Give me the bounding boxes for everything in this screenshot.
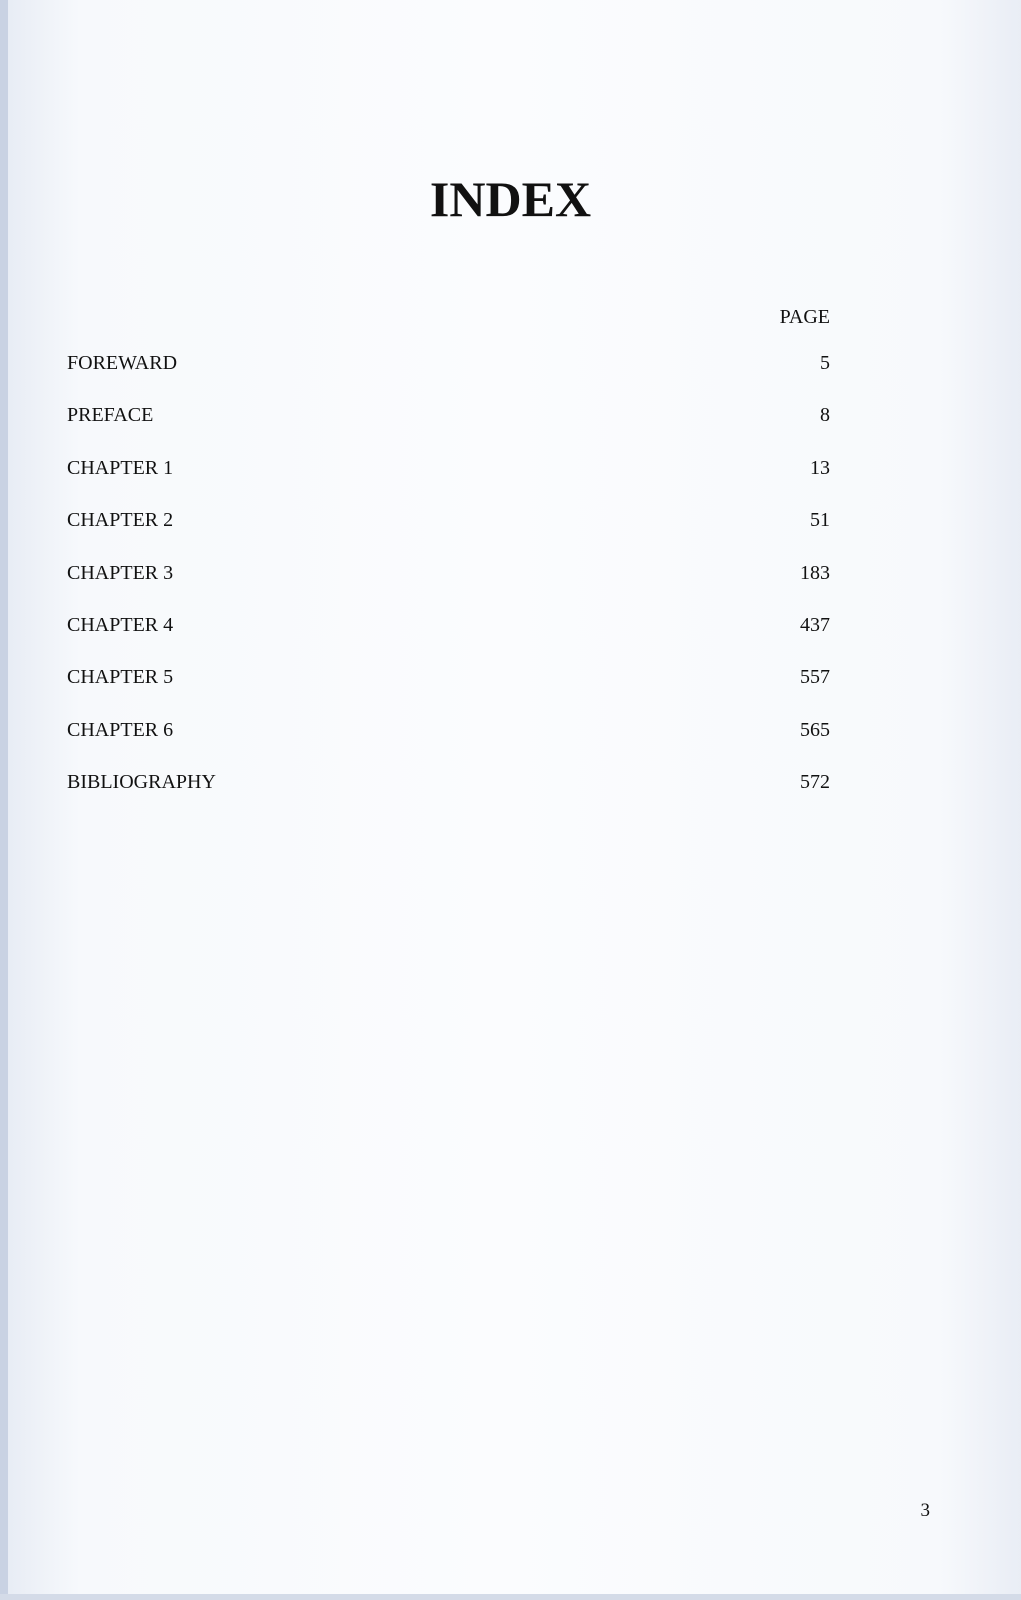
page-title: INDEX: [429, 171, 592, 227]
entry-label: CHAPTER 1: [67, 456, 174, 479]
entry-page: 565: [800, 718, 830, 741]
entry-page: 572: [800, 771, 830, 794]
entry-page: 437: [800, 613, 830, 636]
index-list: [67, 352, 830, 824]
entry-label: CHAPTER 2: [67, 509, 174, 532]
index-entry-preface: [67, 404, 830, 456]
entry-label: CHAPTER 5: [67, 666, 174, 689]
index-entry-chapter-6: [67, 719, 830, 771]
index-entry-chapter-3: [67, 562, 830, 614]
entry-page: 51: [810, 509, 830, 532]
entry-page: 13: [810, 456, 830, 479]
entry-label: PREFACE: [67, 404, 154, 427]
index-entry-bibliography: [67, 771, 830, 823]
page-column-header: PAGE: [779, 306, 830, 328]
page-left-edge: [0, 0, 8, 1600]
entry-label: CHAPTER 3: [67, 561, 174, 584]
entry-page: 8: [820, 404, 830, 427]
page-number: 3: [920, 1500, 930, 1521]
index-entry-chapter-2: [67, 509, 830, 561]
entry-page: 183: [800, 561, 830, 584]
entry-label: FOREWARD: [67, 352, 178, 374]
index-entry-chapter-4: [67, 614, 830, 666]
entry-label: CHAPTER 6: [67, 718, 174, 741]
entry-label: CHAPTER 4: [67, 613, 174, 636]
page-bottom-edge: [0, 1594, 1021, 1600]
entry-page: 5: [820, 352, 830, 374]
entry-label: BIBLIOGRAPHY: [67, 771, 216, 794]
index-entry-chapter-1: [67, 457, 830, 509]
entry-page: 557: [800, 666, 830, 689]
index-entry-foreward: [67, 352, 830, 404]
index-entry-chapter-5: [67, 666, 830, 718]
